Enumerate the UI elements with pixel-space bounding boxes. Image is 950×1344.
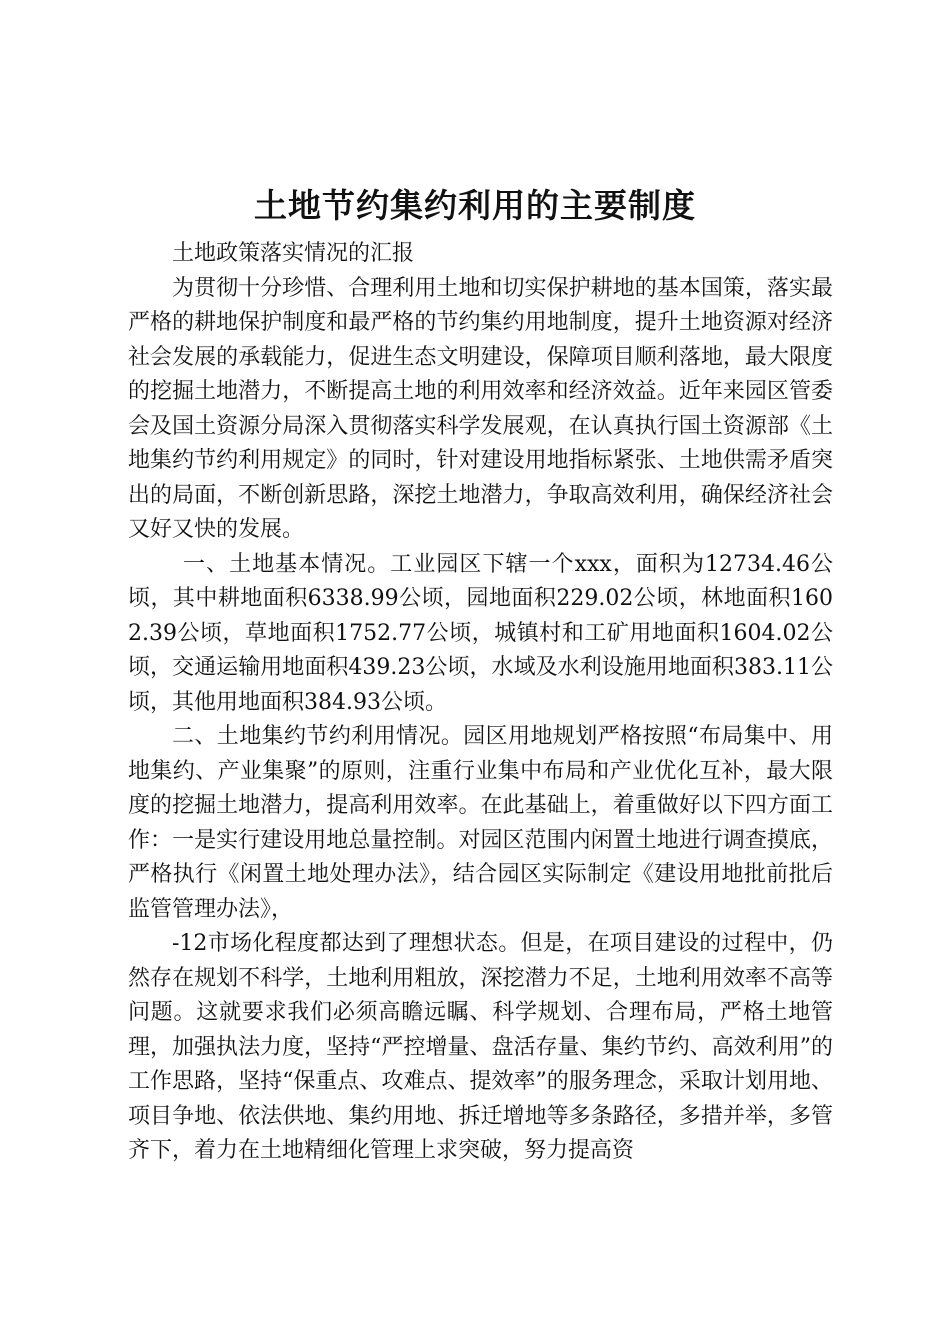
paragraph-continuation: -12市场化程度都达到了理想状态。但是，在项目建设的过程中，仍然存在规划不科学，土地利用粗放，深挖潜力不足，土地利用效率不高等问题。这就要求我们必须高瞻远瞩、科学规划、合理布局，严格土地管理，加强执法力度，坚持“严控增量、盘活存量、集约节约、高效利用”的工作思路，坚持“保重点、攻难点、提效率”的服务理念，采取计划用地、项目争地、依法供地、集约用地、拆迁增地等多条路径，多措并举，多管齐下，着力在土地精细化管理上求突破，努力提高资 <box>128 931 833 1163</box>
paragraph-land-intensive-use: 二、土地集约节约利用情况。园区用地规划严格按照“布局集中、用地集约、产业集聚”的原则，注重行业集中布局和产业优化互补，最大限度的挖掘土地潜力，提高利用效率。在此基础上，着重做好以下四方面工作：一是实行建设用地总量控制。对园区范围内闲置土地进行调查摸底，严格执行《闲置土地处理办法》，结合园区实际制定《建设用地批前批后监管管理办法》， <box>128 724 833 922</box>
paragraph-intro: 为贯彻十分珍惜、合理利用土地和切实保护耕地的基本国策，落实最严格的耕地保护制度和最严格的节约集约用地制度，提升土地资源对经济社会发展的承载能力，促进生态文明建设，保障项目顺利落地，最大限度的挖掘土地潜力，不断提高土地的利用效率和经济效益。近年来园区管委会及国土资源分局深入贯彻落实科学发展观，在认真执行国土资源部《土地集约节约利用规定》的同时，针对建设用地指标紧张、土地供需矛盾突出的局面，不断创新思路，深挖土地潜力，争取高效利用，确保经济社会又好又快的发展。 <box>128 275 833 542</box>
document-subtitle: 土地政策落实情况的汇报 <box>172 241 415 266</box>
paragraph-land-basics: 一、土地基本情况。工业园区下辖一个xxx，面积为12734.46公顷，其中耕地面积6338.99公顷，园地面积229.02公顷，林地面积1602.39公顷，草地面积1752.77公顷，城镇村和工矿用地面积1604.02公顷，交通运输用地面积439.23公顷，水域及水利设施用地面积383.11公顷，其他用地面积384.93公顷。 <box>128 551 833 715</box>
document-title: 土地节约集约利用的主要制度 <box>254 186 696 225</box>
document-body <box>128 237 833 1169</box>
